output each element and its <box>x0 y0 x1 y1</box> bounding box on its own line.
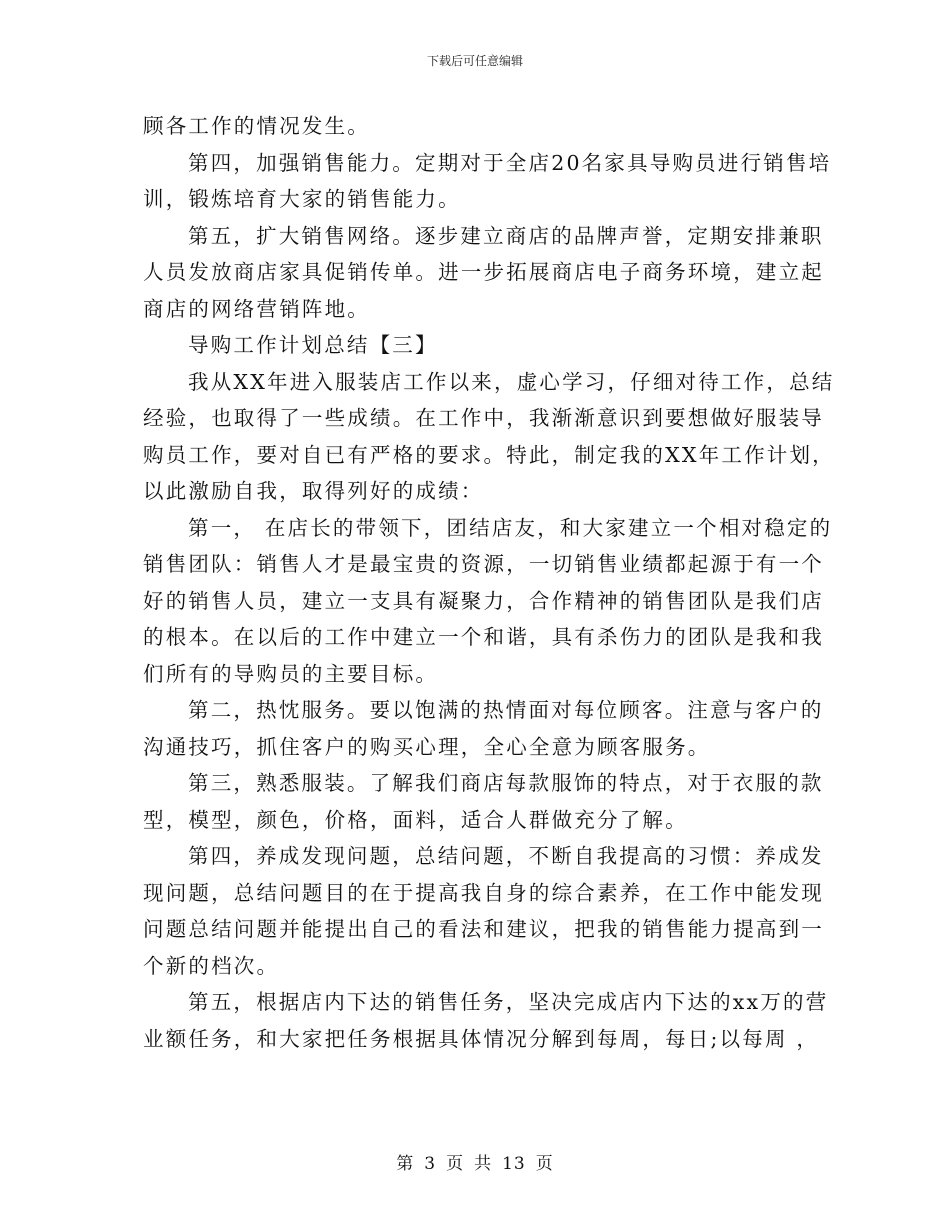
text-line: 购员工作，要对自已有严格的要求。特此，制定我的XX年工作计划， <box>143 442 835 467</box>
text-line: 业额任务，和大家把任务根据具体情况分解到每周，每日;以每周 ， <box>143 1026 820 1051</box>
text-line: 第一， 在店长的带领下，团结店友，和大家建立一个相对稳定的 <box>188 515 833 540</box>
text-line: 商店的网络营销阵地。 <box>143 296 370 321</box>
text-line: 第二，热忱服务。要以饱满的热情面对每位顾客。注意与客户的 <box>188 698 824 722</box>
text-line: 经验，也取得了一些成绩。在工作中，我渐渐意识到要想做好服装导 <box>143 406 824 430</box>
footer-word-ye-end: 页 <box>535 1154 554 1174</box>
text-line: 训，锻炼培育大家的销售能力。 <box>143 187 461 211</box>
page-footer <box>0 1152 950 1176</box>
text-line: 人员发放商店家具促销传单。进一步拓展商店电子商务环境，建立起 <box>143 260 824 284</box>
text-line: 顾各工作的情况发生。 <box>143 114 370 138</box>
text-line: 以此激励自我，取得列好的成绩： <box>143 479 484 503</box>
footer-word-di: 第 <box>396 1154 415 1174</box>
text-line: 问题总结问题并能提出自己的看法和建议，把我的销售能力提高到一 <box>143 917 824 941</box>
text-line: 销售团队：销售人才是最宝贵的资源，一切销售业绩都起源于有一个 <box>143 552 824 576</box>
text-line: 沟通技巧，抓住客户的购买心理，全心全意为顾客服务。 <box>143 734 711 759</box>
text-line: 第四，养成发现问题，总结问题，不断自我提高的习惯：养成发 <box>188 844 824 868</box>
text-line: 第四，加强销售能力。定期对于全店20名家具导购员进行销售培 <box>188 150 832 175</box>
page-header-note: 下载后可任意编辑 <box>426 54 523 68</box>
text-line: 我从XX年进入服装店工作以来，虚心学习，仔细对待工作，总结 <box>188 369 835 394</box>
text-line: 个新的档次。 <box>143 953 280 978</box>
text-line: 的根本。在以后的工作中建立一个和谐，具有杀伤力的团队是我和我 <box>143 625 824 649</box>
footer-total-pages: 13 <box>502 1154 526 1174</box>
text-line: 现问题，总结问题目的在于提高我自身的综合素养，在工作中能发现 <box>143 880 824 905</box>
text-line: 第三，熟悉服装。了解我们商店每款服饰的特点，对于衣服的款 <box>188 771 824 795</box>
text-line: 型，模型，颜色，价格，面料，适合人群做充分了解。 <box>143 807 688 832</box>
footer-page-number: 3 <box>424 1154 437 1174</box>
text-line: 好的销售人员，建立一支具有凝聚力，合作精神的销售团队是我们店 <box>143 588 824 613</box>
text-line: 第五，根据店内下达的销售任务，坚决完成店内下达的xx万的营 <box>188 990 829 1014</box>
text-line: 导购工作计划总结【三】 <box>188 333 438 357</box>
text-line: 第五，扩大销售网络。逐步建立商店的品牌声誉，定期安排兼职 <box>188 223 824 248</box>
footer-word-ye: 页 <box>446 1154 465 1174</box>
footer-word-gong: 共 <box>474 1154 493 1174</box>
document-body <box>143 108 835 1057</box>
text-line: 们所有的导购员的主要目标。 <box>143 661 439 686</box>
